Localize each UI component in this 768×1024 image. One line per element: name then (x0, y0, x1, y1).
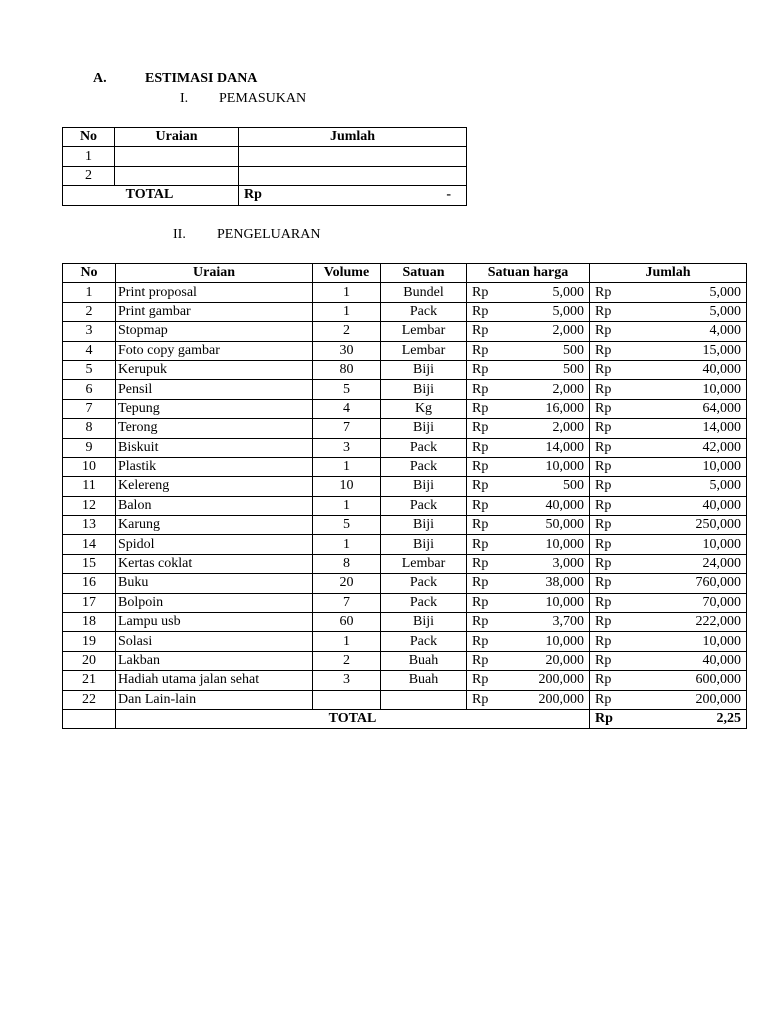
expense-jumlah-cell (590, 593, 747, 612)
harga-value: 2,000 (552, 420, 584, 436)
jumlah-currency: Rp (595, 614, 612, 630)
income-no-cell: 2 (63, 166, 115, 185)
expense-harga-cell (467, 360, 590, 379)
expense-uraian-cell: Spidol (116, 535, 313, 554)
jumlah-currency: Rp (595, 323, 612, 339)
expense-uraian-cell: Dan Lain-lain (116, 690, 313, 709)
expense-volume-cell: 3 (313, 438, 381, 457)
expense-satuan-cell: Biji (381, 380, 467, 399)
expense-uraian-cell: Hadiah utama jalan sehat (116, 671, 313, 690)
expense-no-cell: 19 (63, 632, 116, 651)
harga-value: 3,000 (552, 556, 584, 572)
jumlah-value: 42,000 (702, 439, 741, 455)
expense-satuan-cell: Pack (381, 302, 467, 321)
jumlah-value: 10,000 (702, 459, 741, 475)
expense-uraian-cell: Foto copy gambar (116, 341, 313, 360)
jumlah-currency: Rp (595, 420, 612, 436)
jumlah-currency: Rp (595, 478, 612, 494)
harga-value: 2,000 (552, 381, 584, 397)
expense-no-cell: 18 (63, 613, 116, 632)
jumlah-value: 64,000 (702, 400, 741, 416)
expense-volume-cell: 80 (313, 360, 381, 379)
expense-uraian-cell: Biskuit (116, 438, 313, 457)
expense-jumlah-cell (590, 651, 747, 670)
jumlah-value: 40,000 (702, 497, 741, 513)
expense-row (63, 516, 747, 535)
jumlah-value: 5,000 (709, 284, 741, 300)
expense-row (63, 302, 747, 321)
jumlah-currency: Rp (595, 439, 612, 455)
expense-volume-cell: 20 (313, 574, 381, 593)
jumlah-value: 14,000 (702, 420, 741, 436)
expense-satuan-cell: Lembar (381, 341, 467, 360)
jumlah-value: 24,000 (702, 556, 741, 572)
expense-harga-cell (467, 399, 590, 418)
expense-volume-cell: 30 (313, 341, 381, 360)
expense-header-jumlah: Jumlah (590, 264, 747, 283)
jumlah-currency: Rp (595, 400, 612, 416)
expense-header-volume: Volume (313, 264, 381, 283)
harga-value: 14,000 (545, 439, 584, 455)
expense-harga-cell (467, 593, 590, 612)
expense-jumlah-cell (590, 574, 747, 593)
expense-no-cell: 5 (63, 360, 116, 379)
expense-no-cell: 21 (63, 671, 116, 690)
expense-satuan-cell: Lembar (381, 554, 467, 573)
expense-uraian-cell: Karung (116, 516, 313, 535)
expense-volume-cell: 5 (313, 516, 381, 535)
expense-uraian-cell: Kertas coklat (116, 554, 313, 573)
harga-value: 5,000 (552, 303, 584, 319)
harga-value: 10,000 (545, 594, 584, 610)
expense-satuan-cell: Biji (381, 535, 467, 554)
expense-jumlah-cell (590, 535, 747, 554)
expense-total-currency: Rp (595, 711, 613, 727)
expense-header-uraian: Uraian (116, 264, 313, 283)
jumlah-currency: Rp (595, 517, 612, 533)
expense-no-cell: 20 (63, 651, 116, 670)
expense-no-cell: 10 (63, 457, 116, 476)
expense-satuan-cell: Kg (381, 399, 467, 418)
harga-value: 38,000 (545, 575, 584, 591)
expense-volume-cell: 1 (313, 535, 381, 554)
expense-harga-cell (467, 632, 590, 651)
jumlah-currency: Rp (595, 303, 612, 319)
expense-row (63, 593, 747, 612)
expense-no-cell: 6 (63, 380, 116, 399)
expense-uraian-cell: Kelereng (116, 477, 313, 496)
harga-value: 500 (563, 478, 584, 494)
jumlah-currency: Rp (595, 633, 612, 649)
harga-currency: Rp (472, 362, 489, 378)
expense-volume-cell: 1 (313, 457, 381, 476)
expense-harga-cell (467, 380, 590, 399)
harga-currency: Rp (472, 400, 489, 416)
harga-currency: Rp (472, 478, 489, 494)
expense-volume-cell: 60 (313, 613, 381, 632)
jumlah-value: 10,000 (702, 536, 741, 552)
expense-volume-cell: 7 (313, 419, 381, 438)
harga-currency: Rp (472, 633, 489, 649)
harga-value: 500 (563, 342, 584, 358)
expense-satuan-cell: Buah (381, 651, 467, 670)
expense-no-cell: 2 (63, 302, 116, 321)
expense-uraian-cell: Solasi (116, 632, 313, 651)
expense-harga-cell (467, 651, 590, 670)
income-no-cell: 1 (63, 147, 115, 166)
expense-volume-cell: 2 (313, 651, 381, 670)
expense-no-cell: 17 (63, 593, 116, 612)
expense-harga-cell (467, 574, 590, 593)
expense-jumlah-cell (590, 516, 747, 535)
expense-satuan-cell: Pack (381, 457, 467, 476)
expense-total-amount (590, 709, 747, 728)
harga-currency: Rp (472, 594, 489, 610)
expense-satuan-cell: Biji (381, 516, 467, 535)
expense-no-cell: 12 (63, 496, 116, 515)
expense-uraian-cell: Terong (116, 419, 313, 438)
expense-satuan-cell: Pack (381, 438, 467, 457)
subsection-title-income: PEMASUKAN (219, 91, 307, 106)
expense-jumlah-cell (590, 399, 747, 418)
jumlah-currency: Rp (595, 342, 612, 358)
jumlah-currency: Rp (595, 653, 612, 668)
expense-volume-cell: 1 (313, 302, 381, 321)
expense-jumlah-cell (590, 322, 747, 341)
harga-value: 10,000 (545, 536, 584, 552)
expense-satuan-cell: Buah (381, 671, 467, 690)
expense-no-cell: 22 (63, 690, 116, 709)
harga-value: 2,000 (552, 323, 584, 339)
expense-harga-cell (467, 516, 590, 535)
expense-no-cell: 13 (63, 516, 116, 535)
expense-jumlah-cell (590, 360, 747, 379)
expense-harga-cell (467, 419, 590, 438)
jumlah-value: 15,000 (702, 342, 741, 358)
harga-currency: Rp (472, 497, 489, 513)
expense-row (63, 613, 747, 632)
expense-jumlah-cell (590, 341, 747, 360)
harga-value: 10,000 (545, 459, 584, 475)
jumlah-value: 5,000 (709, 478, 741, 494)
expense-uraian-cell: Tepung (116, 399, 313, 418)
income-header-jumlah: Jumlah (239, 128, 467, 147)
expense-no-cell: 8 (63, 419, 116, 438)
expense-uraian-cell: Lampu usb (116, 613, 313, 632)
expense-row (63, 360, 747, 379)
expense-row (63, 341, 747, 360)
expense-header-no: No (63, 264, 116, 283)
expense-no-cell: 16 (63, 574, 116, 593)
income-header-no: No (63, 128, 115, 147)
jumlah-value: 70,000 (702, 594, 741, 610)
jumlah-value: 10,000 (702, 381, 741, 397)
jumlah-value: 10,000 (702, 633, 741, 649)
harga-currency: Rp (472, 691, 489, 707)
expense-harga-cell (467, 438, 590, 457)
expense-jumlah-cell (590, 554, 747, 573)
jumlah-currency: Rp (595, 362, 612, 378)
expense-no-cell: 11 (63, 477, 116, 496)
income-header-uraian: Uraian (115, 128, 239, 147)
expense-no-cell: 4 (63, 341, 116, 360)
expense-harga-cell (467, 690, 590, 709)
harga-value: 50,000 (545, 517, 584, 533)
jumlah-currency: Rp (595, 575, 612, 591)
jumlah-value: 222,000 (695, 614, 741, 630)
expense-volume-cell: 7 (313, 593, 381, 612)
expense-volume-cell: 8 (313, 554, 381, 573)
expense-row (63, 438, 747, 457)
harga-currency: Rp (472, 556, 489, 572)
expense-uraian-cell: Print proposal (116, 283, 313, 302)
section-letter: A. (93, 71, 107, 86)
expense-uraian-cell: Pensil (116, 380, 313, 399)
expense-volume-cell: 2 (313, 322, 381, 341)
expense-jumlah-cell (590, 302, 747, 321)
harga-value: 200,000 (538, 691, 584, 707)
expense-total-row (63, 709, 747, 728)
jumlah-value: 760,000 (695, 575, 741, 591)
expense-no-cell: 14 (63, 535, 116, 554)
expense-jumlah-cell (590, 496, 747, 515)
expense-satuan-cell: Biji (381, 419, 467, 438)
expense-no-cell: 3 (63, 322, 116, 341)
harga-value: 200,000 (538, 672, 584, 688)
harga-currency: Rp (472, 439, 489, 455)
expense-harga-cell (467, 302, 590, 321)
harga-value: 3,700 (552, 614, 584, 630)
harga-value: 10,000 (545, 633, 584, 649)
expense-satuan-cell: Biji (381, 477, 467, 496)
jumlah-value: 40,000 (702, 653, 741, 668)
jumlah-currency: Rp (595, 556, 612, 572)
expense-row (63, 380, 747, 399)
expense-row (63, 419, 747, 438)
expense-total-value: 2,25 (716, 711, 741, 727)
harga-currency: Rp (472, 536, 489, 552)
expense-uraian-cell: Print gambar (116, 302, 313, 321)
expense-jumlah-cell (590, 380, 747, 399)
expense-volume-cell: 10 (313, 477, 381, 496)
expense-satuan-cell: Pack (381, 632, 467, 651)
jumlah-value: 200,000 (695, 691, 741, 707)
expense-header-row (63, 264, 747, 283)
expense-jumlah-cell (590, 477, 747, 496)
expense-harga-cell (467, 341, 590, 360)
expense-no-cell: 7 (63, 399, 116, 418)
subsection-title-expense: PENGELUARAN (217, 227, 321, 242)
harga-currency: Rp (472, 517, 489, 533)
harga-currency: Rp (472, 575, 489, 591)
expense-harga-cell (467, 283, 590, 302)
expense-total-label: TOTAL (116, 709, 590, 728)
expense-no-cell: 9 (63, 438, 116, 457)
harga-value: 16,000 (545, 400, 584, 416)
income-total-currency: Rp (244, 187, 262, 203)
subsection-number-expense: II. (173, 227, 186, 242)
expense-jumlah-cell (590, 690, 747, 709)
expense-satuan-cell: Pack (381, 593, 467, 612)
expense-row (63, 535, 747, 554)
expense-satuan-cell: Biji (381, 360, 467, 379)
expense-table (62, 263, 747, 729)
expense-header-satuan: Satuan (381, 264, 467, 283)
expense-jumlah-cell (590, 613, 747, 632)
jumlah-value: 600,000 (695, 672, 741, 688)
harga-value: 40,000 (545, 497, 584, 513)
harga-value: 500 (563, 362, 584, 378)
expense-jumlah-cell (590, 283, 747, 302)
expense-volume-cell: 4 (313, 399, 381, 418)
expense-uraian-cell: Stopmap (116, 322, 313, 341)
expense-row (63, 496, 747, 515)
expense-volume-cell: 3 (313, 671, 381, 690)
expense-row (63, 399, 747, 418)
expense-header-harga: Satuan harga (467, 264, 590, 283)
expense-row (63, 457, 747, 476)
harga-currency: Rp (472, 420, 489, 436)
expense-jumlah-cell (590, 419, 747, 438)
expense-satuan-cell: Bundel (381, 283, 467, 302)
expense-uraian-cell: Lakban (116, 651, 313, 670)
expense-uraian-cell: Buku (116, 574, 313, 593)
income-total-label: TOTAL (63, 186, 239, 205)
expense-harga-cell (467, 554, 590, 573)
expense-row (63, 632, 747, 651)
expense-row (63, 651, 747, 670)
jumlah-value: 250,000 (695, 517, 741, 533)
expense-satuan-cell: Lembar (381, 322, 467, 341)
harga-currency: Rp (472, 459, 489, 475)
expense-row (63, 554, 747, 573)
expense-jumlah-cell (590, 438, 747, 457)
expense-uraian-cell: Kerupuk (116, 360, 313, 379)
expense-harga-cell (467, 535, 590, 554)
expense-uraian-cell: Plastik (116, 457, 313, 476)
expense-uraian-cell: Bolpoin (116, 593, 313, 612)
jumlah-value: 40,000 (702, 362, 741, 378)
expense-volume-cell: 5 (313, 380, 381, 399)
expense-harga-cell (467, 613, 590, 632)
harga-currency: Rp (472, 342, 489, 358)
harga-currency: Rp (472, 381, 489, 397)
expense-row (63, 574, 747, 593)
jumlah-currency: Rp (595, 691, 612, 707)
jumlah-currency: Rp (595, 536, 612, 552)
expense-row (63, 322, 747, 341)
harga-currency: Rp (472, 284, 489, 300)
expense-volume-cell: 1 (313, 632, 381, 651)
expense-satuan-cell: Pack (381, 496, 467, 515)
jumlah-currency: Rp (595, 381, 612, 397)
jumlah-currency: Rp (595, 284, 612, 300)
expense-harga-cell (467, 477, 590, 496)
expense-no-cell: 15 (63, 554, 116, 573)
harga-currency: Rp (472, 672, 489, 688)
expense-jumlah-cell (590, 632, 747, 651)
jumlah-currency: Rp (595, 459, 612, 475)
expense-row (63, 283, 747, 302)
subsection-number-income: I. (180, 91, 189, 106)
jumlah-value: 5,000 (709, 303, 741, 319)
expense-uraian-cell: Balon (116, 496, 313, 515)
harga-currency: Rp (472, 653, 489, 668)
expense-volume-cell: 1 (313, 496, 381, 515)
harga-currency: Rp (472, 323, 489, 339)
expense-jumlah-cell (590, 671, 747, 690)
harga-currency: Rp (472, 614, 489, 630)
expense-harga-cell (467, 322, 590, 341)
expense-volume-cell (313, 690, 381, 709)
expense-row (63, 690, 747, 709)
income-total-value: - (446, 187, 451, 203)
expense-harga-cell (467, 671, 590, 690)
expense-harga-cell (467, 457, 590, 476)
expense-satuan-cell (381, 690, 467, 709)
harga-value: 20,000 (545, 653, 584, 668)
harga-value: 5,000 (552, 284, 584, 300)
jumlah-currency: Rp (595, 672, 612, 688)
expense-row (63, 671, 747, 690)
jumlah-currency: Rp (595, 594, 612, 610)
expense-no-cell: 1 (63, 283, 116, 302)
section-title: ESTIMASI DANA (145, 71, 258, 86)
jumlah-value: 4,000 (709, 323, 741, 339)
expense-jumlah-cell (590, 457, 747, 476)
expense-total-empty-cell (63, 709, 116, 728)
expense-satuan-cell: Biji (381, 613, 467, 632)
expense-volume-cell: 1 (313, 283, 381, 302)
expense-harga-cell (467, 496, 590, 515)
jumlah-currency: Rp (595, 497, 612, 513)
expense-satuan-cell: Pack (381, 574, 467, 593)
harga-currency: Rp (472, 303, 489, 319)
expense-row (63, 477, 747, 496)
